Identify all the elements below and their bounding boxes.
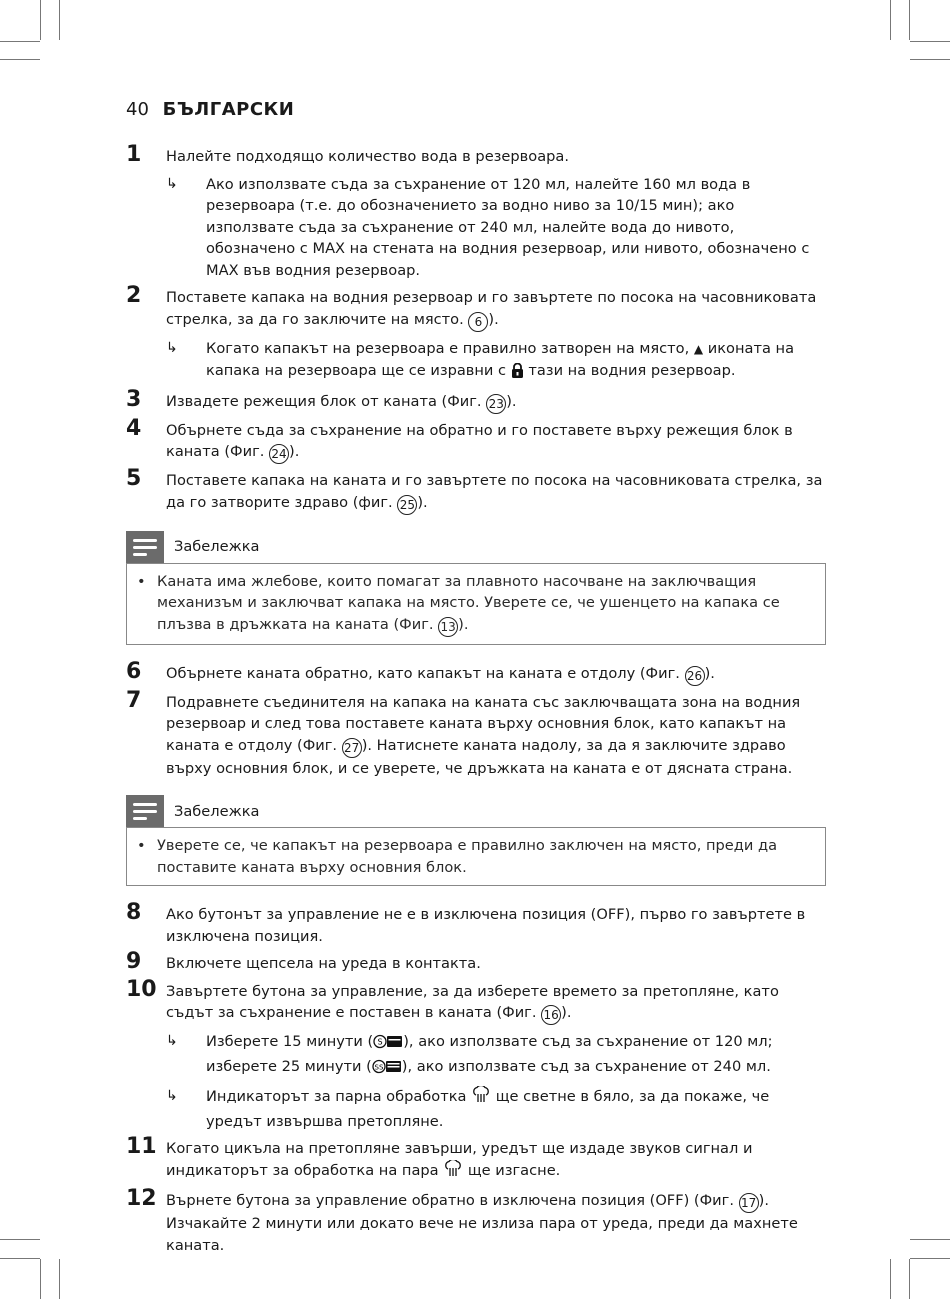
step-text: Включете щепсела на уреда в контакта. [166,955,481,972]
page-number: 40 [126,99,149,120]
note-text: Каната има жлебове, които помагат за плавното насочване на заключващия механизъм и заключват капака на място. Уверете се, че ушенцето на капака се плъзва в дръжката на каната (Фиг. [157,572,780,633]
step-text: Ако бутонът за управление не е в изключена позиция (OFF), първо го завъртете в изключена позиция. [166,906,806,945]
step-text: Поставете капака на водния резервоар и го завъртете по посока на часовниковата стрелка, за да го заключите на място. [166,289,817,328]
step-text-end: ). Натиснете каната надолу, за да я заключите здраво върху основния блок, и се уверете, че дръжката на каната е от дясната страна. [166,736,793,777]
note-body [126,827,826,886]
step-2 [126,283,826,385]
result-text: ще светне в бяло, за да покаже, че уредът извършва претопляне. [206,1088,770,1130]
step-number: 8 [126,900,142,925]
result-text: иконата на капака на резервоара ще се изравни с [206,339,795,379]
step-number: 2 [126,283,142,308]
step-text: Обърнете каната обратно, като капакът на каната е отдолу (Фиг. [166,664,680,682]
crop-mark [910,59,950,60]
figure-reference: 17 [739,1193,759,1213]
step-text-end: ). Изчакайте 2 минути или докато вече не излиза пара от уреда, преди да махнете каната. [166,1192,798,1254]
step-4 [126,415,826,465]
step-5 [126,466,826,515]
bullet: • [137,837,146,854]
crop-mark [0,1258,40,1259]
note-body [126,563,826,645]
crop-mark [40,0,41,40]
figure-reference: 27 [342,738,362,758]
instructions [126,142,826,1262]
crop-mark [40,1259,41,1299]
step-text: Поставете капака на каната и го завъртете по посока на часовниковата стрелка, за да го затворите здраво (фиг. [166,472,823,511]
crop-mark [890,0,891,40]
page-language-title: БЪЛГАРСКИ [162,99,295,120]
result-arrow-icon: ↳ [166,175,178,192]
step-text: ще изгасне. [467,1161,561,1179]
step-result [166,1086,826,1132]
result-text: ), ако използвате съд за съхранение от 120 мл; изберете 25 минути ( [206,1033,773,1075]
step-6 [126,658,826,686]
bullet: • [137,572,146,590]
step-text: Върнете бутона за управление обратно в изключена позиция (OFF) (Фиг. [166,1192,734,1209]
step-number: 6 [126,658,142,684]
result-arrow-icon: ↳ [166,339,178,356]
crop-mark [909,1259,910,1299]
step-text-end: ). [417,493,428,511]
crop-mark [0,41,40,42]
crop-mark [59,0,60,40]
step-text-end: ). [704,664,715,682]
note-title: Забележка [174,802,260,820]
step-text-end: ). [488,310,499,328]
step-number: 5 [126,466,142,491]
figure-reference: 6 [468,312,488,332]
result-text: Индикаторът за парна обработка [206,1088,467,1105]
step-number: 11 [126,1134,157,1159]
result-arrow-icon: ↳ [166,1033,178,1049]
crop-mark [59,1259,60,1299]
result-text: тази на водния резервоар. [528,362,736,379]
step-7 [126,687,826,780]
step-number: 4 [126,415,142,441]
large-container-icon [372,1059,402,1081]
step-text: Когато цикъла на претопляне завърши, уредът ще издаде звуков сигнал и индикаторът за обработка на пара [166,1140,753,1179]
step-10 [126,976,826,1133]
step-text: Налейте подходящо количество вода в резервоара. [166,148,569,165]
note-title: Забележка [174,538,260,555]
step-number: 9 [126,949,142,974]
result-text: Изберете 15 минути ( [206,1033,374,1050]
crop-mark [890,1259,891,1299]
crop-mark [909,0,910,40]
figure-reference: 25 [397,495,417,515]
figure-reference: 24 [269,444,289,464]
figure-reference: 16 [541,1005,561,1025]
step-number: 12 [126,1186,157,1211]
step-text-end: ). [506,392,517,410]
note-text-end: ). [458,615,469,633]
crop-mark [910,1239,950,1240]
note-text: Уверете се, че капакът на резервоара е правилно заключен на място, преди да поставите каната върху основния блок. [157,837,778,876]
step-number: 1 [126,142,142,167]
result-text: ), ако използвате съд за съхранение от 240 мл. [401,1057,771,1075]
figure-reference: 13 [438,617,458,637]
step-number: 3 [126,386,142,412]
svg-text:S: S [377,1037,383,1047]
step-text-end: ). [289,443,300,460]
step-11 [126,1134,826,1184]
result-text: Когато капакът на резервоара е правилно затворен на място, [206,339,690,357]
figure-reference: 26 [685,666,705,686]
step-text-end: ). [561,1004,572,1021]
step-3 [126,386,826,414]
step-12 [126,1186,826,1256]
triangle-icon: ▲ [693,341,704,356]
note-header [126,795,826,827]
steam-icon [471,1086,491,1111]
crop-mark [910,1258,950,1259]
crop-mark [0,59,40,60]
step-result [166,174,826,282]
step-1 [126,142,826,281]
steam-icon [443,1160,463,1185]
crop-mark [0,1239,40,1240]
figure-reference: 23 [486,394,506,414]
step-number: 10 [126,976,157,1002]
result-text: Ако използвате съда за съхранение от 120 мл, налейте 160 мл вода в резервоара (т.е. до обозначението за водно ниво за 10/15 мин); ако използвате съда за съхранение от 240 мл, налейте вода до нивото, обозначено с MAX на стената на водния резервоар, или нивото, обозначено с MAX във водния резервоар. [206,175,810,279]
result-arrow-icon: ↳ [166,1088,178,1104]
page-header [126,99,294,120]
step-number: 7 [126,687,142,713]
note-header [126,531,826,563]
small-container-icon [373,1034,403,1056]
svg-text:SS: SS [374,1063,384,1071]
lock-icon [511,363,524,385]
step-text: Подравнете съединителя на капака на каната със заключващата зона на водния резервоар и след това поставете каната върху основния блок, като капакът на каната е отдолу (Фиг. [166,693,801,754]
note-2 [126,795,826,886]
step-result [166,1031,826,1080]
step-9 [126,949,826,975]
step-text: Обърнете съда за съхранение на обратно и го поставете върху режещия блок в каната (Фиг. [166,421,793,460]
step-result [166,338,826,385]
step-text: Завъртете бутона за управление, за да изберете времето за претопляне, като съдът за съхранение е поставен в каната (Фиг. [166,982,779,1021]
note-icon [126,531,164,563]
note-icon [126,795,164,827]
note-1 [126,531,826,645]
step-text: Извадете режещия блок от каната (Фиг. [166,392,482,410]
crop-mark [910,41,950,42]
step-8 [126,900,826,947]
